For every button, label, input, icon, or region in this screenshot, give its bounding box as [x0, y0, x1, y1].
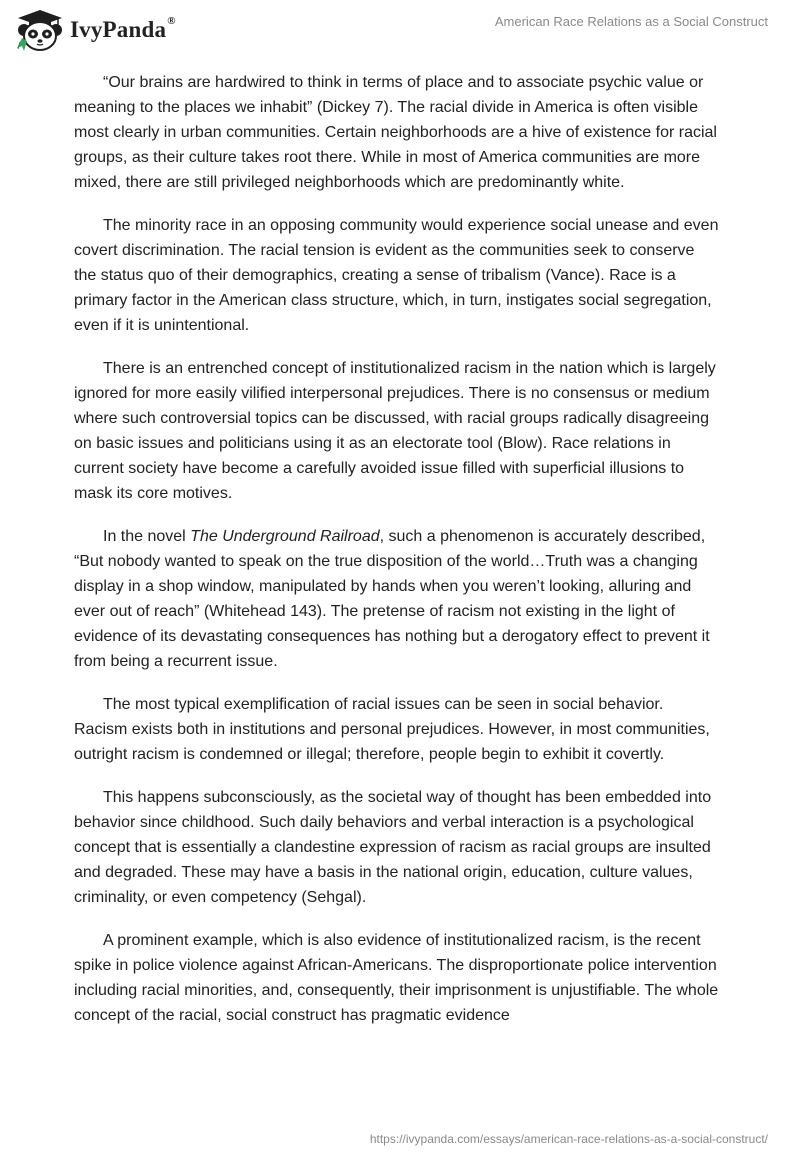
paragraph: “Our brains are hardwired to think in terms of place and to associate psychic value or meaning to the places we inhabit” (Dickey 7). The racial divide in America is often visible most clearly in urban communities. Certain neighborhoods are a hive of existence for racial groups, as their culture takes root there. While in most of America communities are more mixed, there are still privileged neighborhoods which are predominantly white. — [74, 74, 717, 191]
essay-body — [74, 70, 720, 1046]
brand-name: IvyPanda® — [70, 15, 176, 42]
paragraph: There is an entrenched concept of institutionalized racism in the nation which is largely ignored for more easily vilified interpersonal prejudices. There is no consensus or medium where such controversial topics can be discussed, with racial groups radically disagreeing on basic issues and politicians using it as an electorate tool (Blow). Race relations in current society have become a carefully avoided issue filled with superficial illusions to mask its core motives. — [74, 360, 716, 502]
ivypanda-logo[interactable] — [14, 8, 176, 52]
paragraph — [74, 524, 720, 674]
paragraph: The minority race in an opposing community would experience social unease and even covert discrimination. The racial tension is evident as the communities seek to conserve the status quo of their demographics, creating a sense of tribalism (Vance). Race is a primary factor in the American class structure, which, in turn, instigates social segregation, even if it is unintentional. — [74, 217, 719, 334]
paragraph: A prominent example, which is also evidence of institutionalized racism, is the recent spike in police violence against African-Americans. The disproportionate police intervention including racial minorities, and, consequently, their imprisonment is unjustifiable. The whole concept of the racial, social construct has pragmatic evidence — [74, 932, 719, 1024]
paragraph-text: In the novel — [103, 528, 191, 545]
source-url[interactable]: https://ivypanda.com/essays/american-race-relations-as-a-social-construct/ — [369, 1132, 768, 1146]
novel-title: The Underground Railroad — [190, 528, 380, 545]
paragraph-text: , such a phenomenon is accurately described, “But nobody wanted to speak on the true disposition of the world…Truth was a changing display in a shop window, manipulated by hands when you weren’t looking, alluring and ever out of reach” (Whitehead 143). The pretense of racism not existing in the light of evidence of its devastating consequences has nothing but a derogatory effect to prevent it from being a recurrent issue. — [74, 528, 710, 670]
paragraph: This happens subconsciously, as the societal way of thought has been embedded into behavior since childhood. Such daily behaviors and verbal interaction is a psychological concept that is essentially a clandestine expression of racism as racial groups are insulted and degraded. These may have a basis in the national origin, education, culture values, criminality, or even competency (Sehgal). — [74, 789, 712, 906]
page-header — [0, 0, 800, 60]
panda-graduate-icon — [14, 8, 66, 52]
document-title: American Race Relations as a Social Construct — [494, 14, 768, 29]
paragraph: The most typical exemplification of racial issues can be seen in social behavior. Racism exists both in institutions and personal prejudices. However, in most communities, outright racism is condemned or illegal; therefore, people begin to exhibit it covertly. — [74, 696, 710, 763]
